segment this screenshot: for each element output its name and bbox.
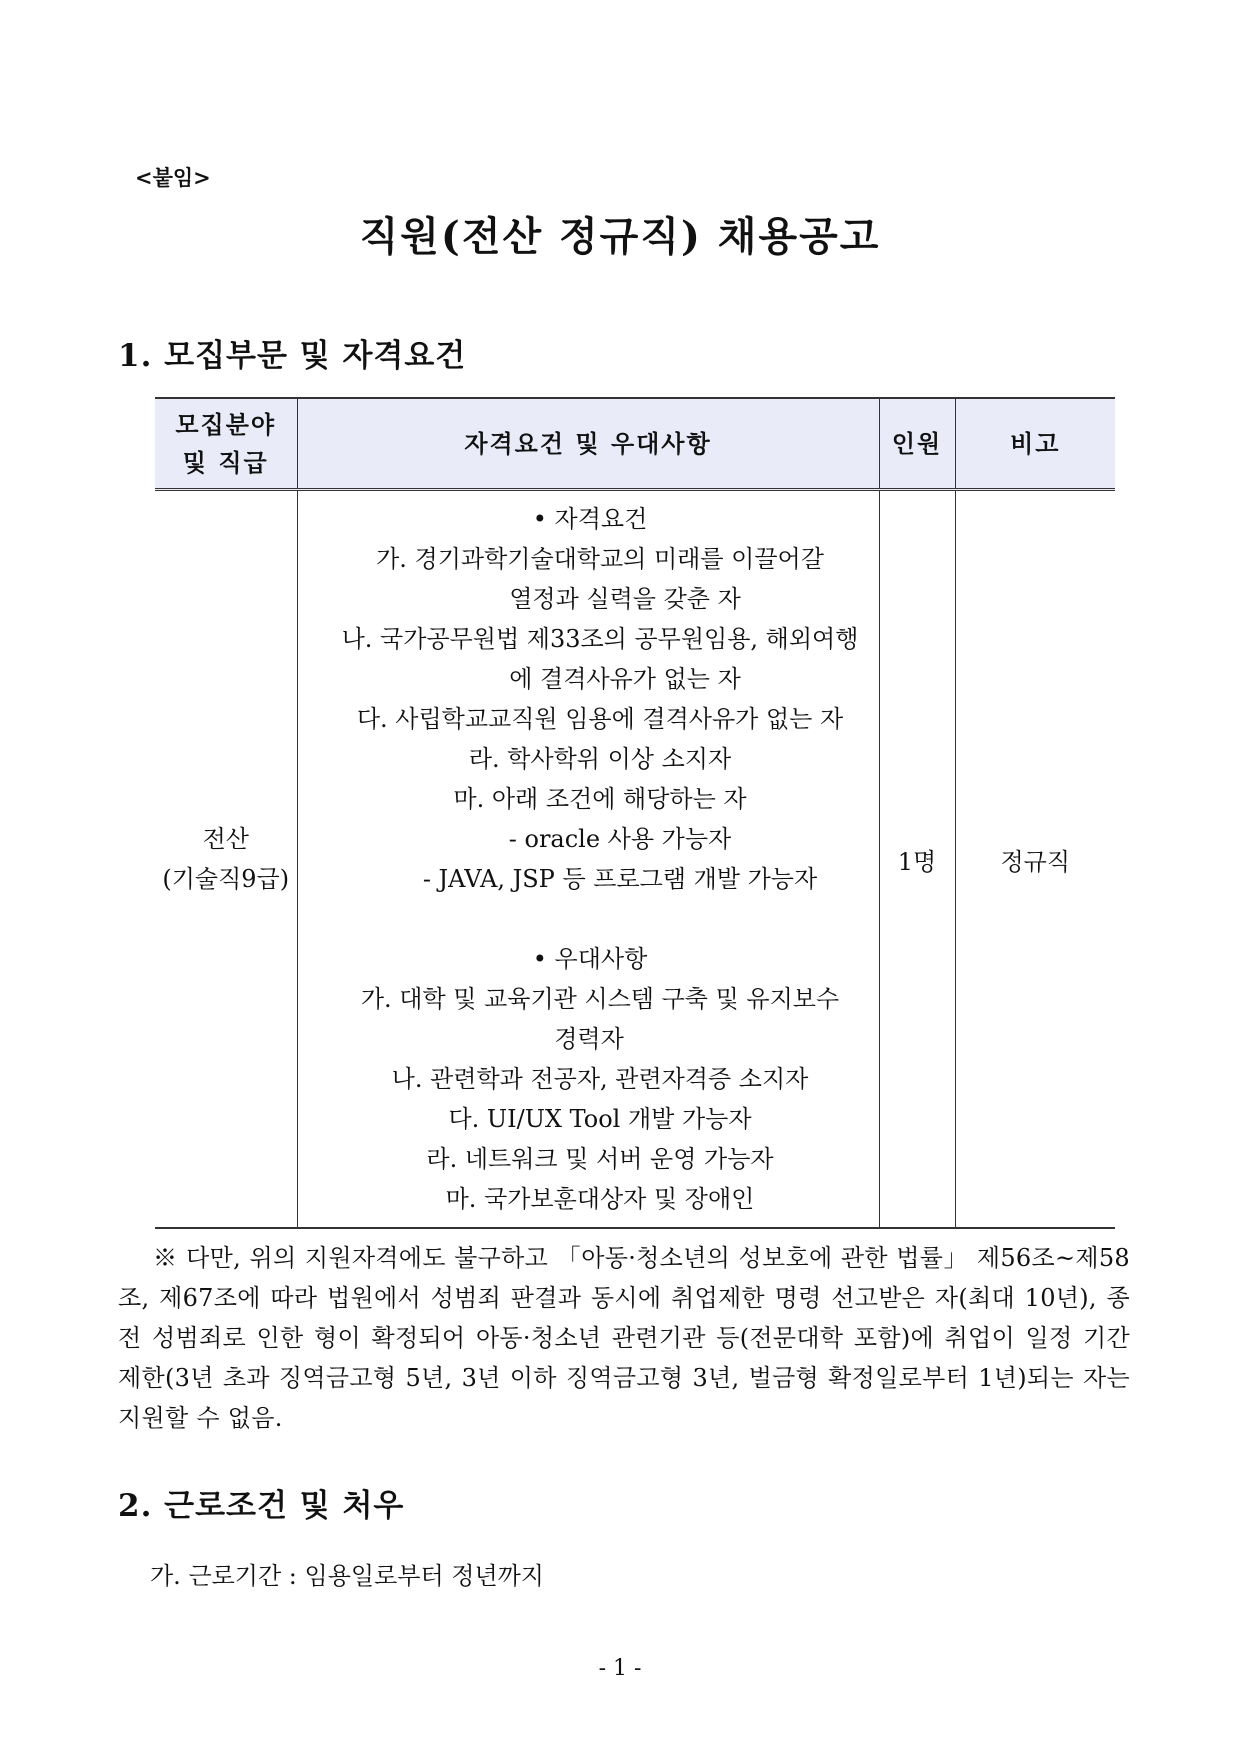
preference-item: 마. 국가보훈대상자 및 장애인 — [445, 1185, 755, 1213]
table-header-row — [155, 398, 1115, 490]
spacer — [306, 899, 873, 939]
field-cell — [155, 490, 297, 1229]
preference-item: 라. 네트워크 및 서버 운영 가능자 — [426, 1145, 774, 1173]
page-title: 직원(전산 정규직) 채용공고 — [359, 213, 881, 260]
preference-item: 다. UI/UX Tool 개발 가능자 — [448, 1105, 752, 1133]
remarks-cell: 정규직 — [955, 490, 1115, 1229]
qualification-subitem: - oracle 사용 가능자 — [508, 825, 732, 853]
requirements-cell — [297, 490, 879, 1229]
eligibility-note: ※ 다만, 위의 지원자격에도 불구하고 「아동·청소년의 성보호에 관한 법률」 제56조~제58조, 제67조에 따라 법원에서 성범죄 판결과 동시에 취업제한 명령 선고받은 자(최대 10년), 종전 성범죄로 인한 형이 확정되어 아동·청소년 관련기관 등(전문대학 포함)에 취업이 일정 기간 제한(3년 초과 징역금고형 5년, 3년 이하 징역금고형 3년, 벌금형 확정일로부터 1년)되는 자는 지원할 수 없음. — [118, 1244, 1130, 1432]
qualification-subitem: - JAVA, JSP 등 프로그램 개발 가능자 — [422, 865, 818, 893]
qualification-item: 열정과 실력을 갖춘 자 — [509, 585, 741, 613]
header-requirements: 자격요건 및 우대사항 — [297, 398, 879, 490]
preference-item: 경력자 — [554, 1025, 624, 1053]
preferences-title: • 우대사항 — [532, 945, 648, 973]
qualification-item: 나. 국가공무원법 제33조의 공무원임용, 해외여행 — [341, 625, 859, 653]
count-cell: 1명 — [879, 490, 955, 1229]
qualification-item: 가. 경기과학기술대학교의 미래를 이끌어갈 — [376, 545, 824, 573]
qualification-item: 다. 사립학교교직원 임용에 결격사유가 없는 자 — [356, 705, 844, 733]
table-row — [155, 490, 1115, 1229]
page-number: - 1 - — [598, 1656, 642, 1681]
header-field-line1: 모집분야 — [175, 409, 277, 439]
qualifications-title: • 자격요건 — [532, 505, 648, 533]
field-grade: (기술직9급) — [162, 865, 290, 893]
attachment-label: <붙임> — [135, 165, 211, 190]
header-field — [155, 398, 297, 490]
field-name: 전산 — [202, 825, 249, 853]
section2-heading: 2. 근로조건 및 처우 — [118, 1488, 405, 1524]
header-count: 인원 — [879, 398, 955, 490]
qualification-item: 에 결격사유가 없는 자 — [509, 665, 741, 693]
recruitment-table — [155, 397, 1115, 1229]
preference-item: 나. 관련학과 전공자, 관련자격증 소지자 — [391, 1065, 809, 1093]
preference-item: 가. 대학 및 교육기관 시스템 구축 및 유지보수 — [360, 985, 840, 1013]
work-period-item: 가. 근로기간 : 임용일로부터 정년까지 — [150, 1562, 544, 1590]
qualification-item: 마. 아래 조건에 해당하는 자 — [453, 785, 747, 813]
section1-heading: 1. 모집부문 및 자격요건 — [118, 338, 467, 374]
qualification-item: 라. 학사학위 이상 소지자 — [468, 745, 732, 773]
header-field-line2: 및 직급 — [182, 447, 269, 477]
header-remarks: 비고 — [955, 398, 1115, 490]
